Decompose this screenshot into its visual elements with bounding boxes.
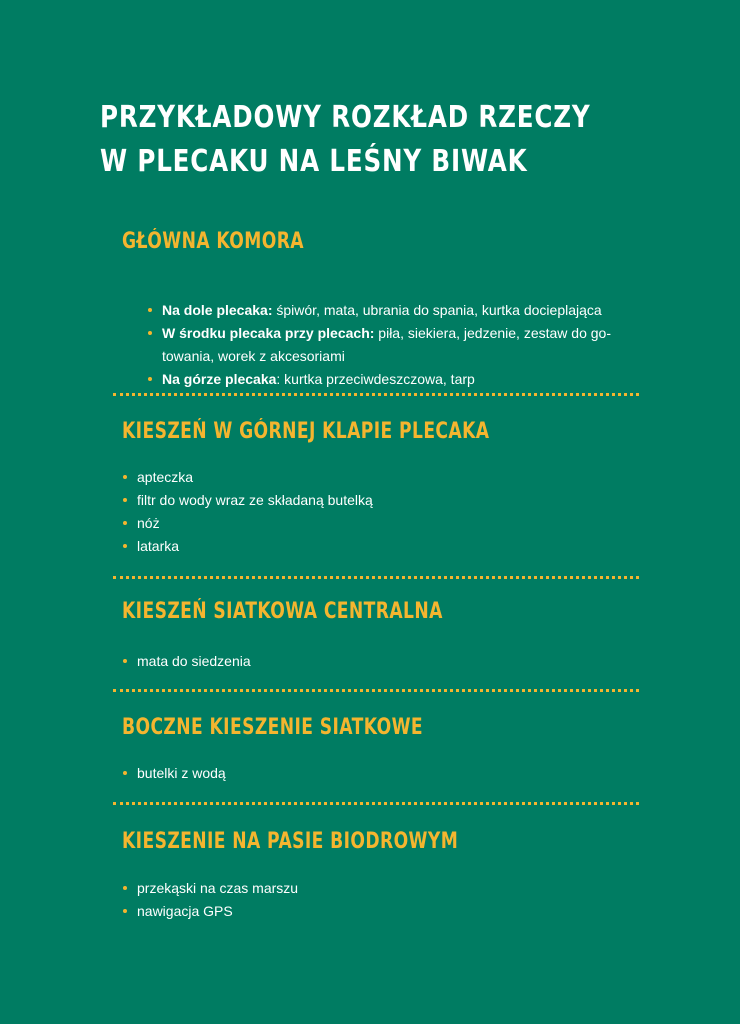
- page-title-line-1: PRZYKŁADOWY ROZKŁAD RZECZY: [100, 100, 591, 135]
- list-item: butelki z wodą: [122, 762, 642, 785]
- section-heading: KIESZEŃ W GÓRNEJ KLAPIE PLECAKA: [122, 419, 490, 444]
- list-item: mata do siedzenia: [122, 650, 642, 673]
- list-item: latarka: [122, 535, 642, 558]
- item-bold-label: Na dole plecaka:: [162, 302, 273, 318]
- list-item: filtr do wody wraz ze składaną butelką: [122, 489, 642, 512]
- section-heading: KIESZENIE NA PASIE BIODROWYM: [122, 829, 459, 854]
- list-item: przekąski na czas marszu: [122, 877, 642, 900]
- item-list: [122, 650, 642, 673]
- page-title-line-2: W PLECAKU NA LEŚNY BIWAK: [100, 144, 528, 179]
- page-title: [100, 96, 591, 184]
- section-heading: KIESZEŃ SIATKOWA CENTRALNA: [122, 599, 443, 624]
- item-list: [147, 299, 662, 391]
- section-heading: GŁÓWNA KOMORA: [122, 229, 304, 254]
- item-list: [122, 877, 642, 923]
- item-text-continued: towania, worek z akcesoriami: [162, 348, 345, 364]
- list-item: apteczka: [122, 466, 642, 489]
- section-side-mesh-pockets: [122, 714, 642, 785]
- item-bold-label: W środku plecaka przy plecach:: [162, 325, 375, 341]
- list-item: nóż: [122, 512, 642, 535]
- list-item: nawigacja GPS: [122, 900, 642, 923]
- section-main-compartment: [122, 228, 662, 391]
- item-text: : kurtka przeciwdeszczowa, tarp: [276, 371, 475, 387]
- section-top-flap-pocket: [122, 418, 642, 558]
- list-item: [147, 299, 662, 322]
- item-list: [122, 466, 642, 558]
- dotted-divider: [113, 802, 639, 805]
- item-text: piła, siekiera, jedzenie, zestaw do go-: [374, 325, 611, 341]
- list-item: [147, 368, 662, 391]
- item-list: [122, 762, 642, 785]
- item-bold-label: Na górze plecaka: [162, 371, 277, 387]
- item-text: śpiwór, mata, ubrania do spania, kurtka docieplająca: [272, 302, 602, 318]
- dotted-divider: [113, 393, 639, 396]
- dotted-divider: [113, 576, 639, 579]
- dotted-divider: [113, 689, 639, 692]
- section-central-mesh-pocket: [122, 598, 642, 673]
- list-item: [147, 322, 662, 368]
- section-hip-belt-pockets: [122, 828, 642, 923]
- section-heading: BOCZNE KIESZENIE SIATKOWE: [122, 715, 424, 740]
